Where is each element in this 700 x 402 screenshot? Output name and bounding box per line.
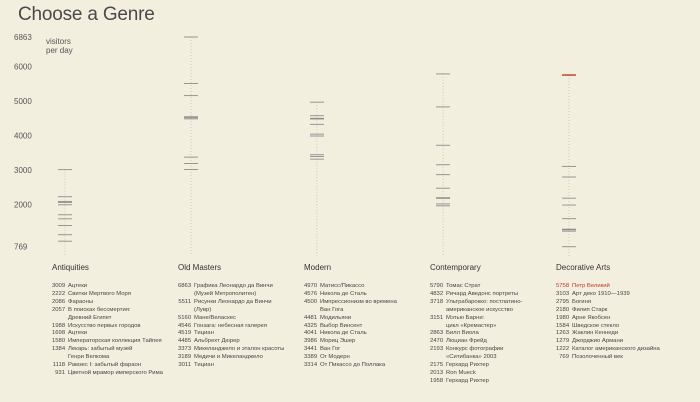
list-item[interactable] [52,323,163,331]
genre-list [430,283,523,386]
list-item-label: Жаклин Кеннеди [572,330,619,337]
list-item-label: Позолоченный век [572,354,623,361]
list-item-value: 2863 [430,330,444,337]
list-item[interactable] [178,307,284,315]
list-item-label: Импрессионизм во времена [320,298,397,305]
y-tick-label: 6000 [14,62,32,72]
list-item-label: Петр Великий [572,283,610,289]
list-item-label: американское искусство [446,306,513,313]
list-item[interactable] [52,291,163,299]
list-item-label: Рисунки Леонардо да Винчи [194,298,272,305]
list-item-value: 4832 [430,290,444,297]
list-item-value: 4485 [178,338,192,345]
y-axis-ticks [14,33,32,252]
y-tick-label: 6863 [14,33,32,42]
list-item-label: Ван Гог [320,346,341,353]
strip-decorative-arts [562,75,576,256]
list-item[interactable] [52,346,163,354]
list-item-label: Арт деко 1910—1939 [572,290,630,297]
list-item-value: 3011 [178,362,191,369]
list-item[interactable] [178,354,284,362]
list-item-label: Генри Велкома [68,354,110,361]
list-item[interactable] [556,354,660,362]
list-item-label: Лекарь: забытый музей [68,346,133,353]
y-tick-label: 4000 [14,131,32,141]
list-item-label: Ron Mueck [446,369,476,376]
list-item-label: Никола де Сталь [320,290,367,297]
list-item-value: 3009 [52,283,66,289]
list-item-value: 931 [55,369,65,376]
list-item-label: Альбрехт Дюрер [194,338,240,345]
genre-header-modern[interactable]: Modern [304,263,332,272]
list-item[interactable] [430,346,523,354]
list-item-label: Медичи и Микеланджело [194,354,263,361]
y-tick-label: 5000 [14,97,32,107]
genre-list [556,283,660,362]
list-item[interactable] [430,315,523,323]
list-item-label: Императорская коллекция Тайпея [68,338,162,345]
list-item-value: 4576 [304,290,318,297]
list-item-value: 2057 [52,306,66,313]
list-item-label: Мане/Веласкес [194,314,236,321]
list-item-value: 4481 [304,314,318,321]
list-item-label: цикл «Кремастер» [446,322,497,329]
list-item-value: 3373 [178,346,192,353]
list-item[interactable] [52,299,163,307]
list-item-label: Ричард Аведонс портреты [446,290,519,297]
list-item-value: 4325 [304,322,318,329]
list-item-label: Мэтью Барни: [446,314,485,321]
list-item[interactable] [430,362,523,370]
list-item[interactable] [304,330,397,338]
list-item-value: 3103 [556,290,570,297]
list-item[interactable] [304,346,397,354]
list-item[interactable] [430,299,523,307]
list-item-label: Каталог американского дизайна [572,346,660,353]
list-item[interactable] [304,299,397,307]
list-item-value: 1118 [52,362,65,369]
list-item-label: Конкурс фотографии [446,346,504,353]
list-item-value: 3441 [304,346,318,353]
list-item-label: Джорджио Армани [572,338,624,345]
list-item[interactable] [304,323,397,331]
y-axis-label [46,37,73,55]
list-item[interactable] [304,338,397,346]
list-item[interactable] [52,362,163,370]
list-item-label: Шведское стекло [572,322,620,329]
list-item[interactable] [556,315,660,323]
list-item[interactable] [430,378,523,386]
list-item[interactable] [556,291,660,299]
list-item-value: 2086 [52,298,66,305]
list-item-value: 769 [559,354,569,361]
list-item-label: Арне Якобсен [572,314,611,321]
list-item[interactable] [556,323,660,331]
list-item[interactable] [556,299,660,307]
list-item[interactable] [178,299,284,307]
list-item[interactable] [304,315,397,323]
list-item-value: 3189 [178,354,192,361]
list-item[interactable] [430,338,523,346]
list-item-label: Матисс/Пикассо [320,283,365,289]
list-item-value: 1384 [52,346,66,353]
y-tick-label: 769 [14,242,28,252]
list-item[interactable] [430,323,523,331]
list-item-value: 1263 [556,330,570,337]
y-axis-label-line: visitors [46,37,71,46]
list-item[interactable] [430,370,523,378]
list-item-value: 1222 [556,346,570,353]
list-item[interactable] [52,315,163,323]
list-item-value: 1698 [52,330,66,337]
list-item[interactable] [430,354,523,362]
list-item[interactable] [178,362,284,370]
list-item-label: Фараоны [68,298,94,305]
list-item[interactable] [304,307,397,315]
list-item-value: 1580 [52,338,66,345]
list-item-label: Древний Египет [68,314,112,321]
strips [58,37,576,256]
list-item-label: Графика Леонардо да Винчи [194,283,273,289]
list-item-label: В поисках бессмертия: [68,306,131,313]
list-item[interactable] [556,283,660,291]
genre-header-old-masters[interactable]: Old Masters [178,263,222,272]
list-item-label: Люциан Фрейд [446,338,487,345]
list-item[interactable] [304,354,397,362]
list-item-value: 4500 [304,298,318,305]
list-item-label: (Лувр) [194,306,212,313]
strip-antiquities [58,170,72,256]
list-item[interactable] [430,307,523,315]
list-item-label: Свитки Мертвого Моря [68,290,131,297]
genre-list [304,283,397,370]
list-item[interactable] [556,330,660,338]
list-item[interactable] [556,307,660,315]
list-item-label: Мориц Эшер [320,338,356,345]
list-item-value: 4546 [178,322,192,329]
list-item-label: «Ситибанка» 2003 [446,354,497,361]
list-item-value: 6863 [178,283,192,289]
list-item-label: Ацтеки [68,330,88,337]
list-item-label: Герхард Рихтер [446,377,489,384]
list-item-value: 3151 [430,314,444,321]
list-item-value: 2470 [430,338,444,345]
y-tick-label: 2000 [14,200,32,210]
list-item[interactable] [178,291,284,299]
list-item-label: Герхард Рихтер [446,362,489,369]
list-item-value: 5160 [178,314,192,321]
list-item-label: Тициан [194,330,214,337]
strip-contemporary [436,74,450,256]
list-item-value: 2222 [52,290,66,297]
list-item-value: 1988 [52,322,66,329]
list-item-value: 3986 [304,338,318,345]
page-title: Choose a Genre [18,4,155,25]
list-item-value: 3389 [304,354,318,361]
genre-list [52,283,163,378]
y-tick-label: 3000 [14,165,32,175]
list-item-label: Ван Гога [320,306,344,313]
list-item-label: Богиня [572,298,592,305]
list-item-value: 2013 [430,369,444,376]
list-item[interactable] [430,291,523,299]
list-item-value: 2180 [556,306,570,313]
list-item-value: 1279 [556,338,570,345]
list-item-label: Цветной мрамор имперского Рима [68,369,163,376]
list-item-value: 5511 [178,298,191,305]
list-item-value: 3718 [430,298,444,305]
genre-list [178,283,284,370]
list-item[interactable] [52,283,163,291]
y-axis-label-line: per day [46,46,73,55]
list-item-label: От Пикассо до Поллака [320,362,386,369]
list-item[interactable] [52,354,163,362]
list-item[interactable] [52,370,163,378]
list-item-label: Гонзага: небесная галерея [194,322,267,329]
list-item-value: 2175 [430,362,444,369]
strip-modern [310,102,324,256]
list-item-label: Выбор Винсент [320,322,363,329]
list-item[interactable] [556,346,660,354]
list-item-value: 1980 [556,314,570,321]
list-item[interactable] [178,315,284,323]
list-item-label: Ог Модерн [320,354,350,361]
list-item-label: Томас Страт [446,283,481,289]
list-item[interactable] [304,283,397,291]
list-item-label: Микеланджело и эталон красоты [194,346,285,353]
list-item-value: 3314 [304,362,318,369]
list-item-value: 2795 [556,298,570,305]
genre-header-antiquities[interactable]: Antiquities [52,263,89,272]
list-item-value: 4041 [304,330,318,337]
list-item[interactable] [304,362,397,370]
list-item[interactable] [178,338,284,346]
list-item-value: 1584 [556,322,570,329]
list-item[interactable] [178,330,284,338]
list-item[interactable] [304,291,397,299]
list-item-value: 2193 [430,346,444,353]
list-item[interactable] [430,283,523,291]
list-item-label: Ультрабарокко: постлатино- [446,298,523,305]
list-item-label: Искусство первых городов [68,322,141,329]
list-item-label: Тициан [194,362,214,369]
list-item-value: 4970 [304,283,318,289]
list-item[interactable] [52,307,163,315]
strip-old-masters [184,37,198,256]
list-item-value: 1958 [430,377,444,384]
list-item-label: Модильяни [320,314,352,321]
genre-header-decorative-arts[interactable]: Decorative Arts [556,263,611,272]
genre-header-contemporary[interactable]: Contemporary [430,263,481,272]
list-item-label: Никола де Сталь [320,330,367,337]
list-item[interactable] [178,283,284,291]
list-item-value: 5790 [430,283,444,289]
list-item-value: 4519 [178,330,192,337]
list-item-label: (Музей Метрополитен) [194,290,257,297]
list-item[interactable] [178,323,284,331]
list-item-label: Рамзес I: забытый фараон [68,362,142,369]
list-item[interactable] [178,346,284,354]
list-item-value: 5758 [556,283,570,289]
list-item-label: Билл Виола [446,330,479,337]
list-item-label: Ацтеки [68,283,88,289]
list-item-label: Филип Старк [572,306,608,313]
